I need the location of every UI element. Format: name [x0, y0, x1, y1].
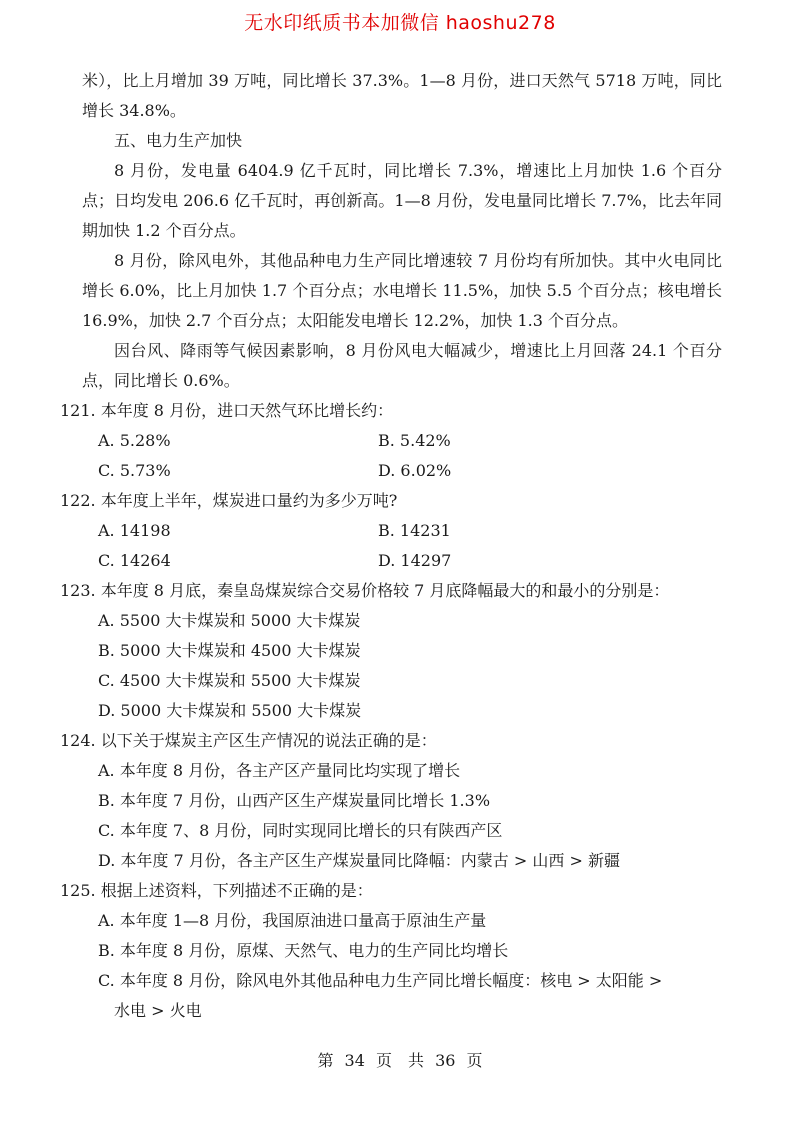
watermark-text: 无水印纸质书本加微信 haoshu278 — [244, 12, 556, 34]
option-b: B. 5.42% — [378, 431, 451, 450]
option-b: B. 本年度 8 月份，原煤、天然气、电力的生产同比均增长 — [98, 941, 509, 960]
page-number-footer: 第 34 页 共 36 页 — [317, 1051, 483, 1070]
paragraph-wind: 因台风、降雨等气候因素影响，8 月份风电大幅减少，增速比上月回落 24.1 个百分点，同比增长 0.6%。 — [82, 341, 722, 390]
option-c: C. 14264 — [98, 551, 171, 570]
paragraph-natural-gas: 米），比上月增加 39 万吨，同比增长 37.3%。1—8 月份，进口天然气 5718 万吨，同比增长 34.8%。 — [82, 71, 722, 120]
option-a: A. 本年度 1—8 月份，我国原油进口量高于原油生产量 — [98, 911, 487, 930]
option-c: C. 5.73% — [98, 461, 171, 480]
question-stem: 124. 以下关于煤炭主产区生产情况的说法正确的是： — [60, 731, 437, 750]
option-c: C. 本年度 7、8 月份，同时实现同比增长的只有陕西产区 — [98, 821, 503, 840]
question-125 — [60, 876, 722, 1026]
option-c: C. 4500 大卡煤炭和 5500 大卡煤炭 — [98, 671, 361, 690]
question-123 — [60, 576, 722, 726]
question-stem: 121. 本年度 8 月份，进口天然气环比增长约： — [60, 401, 394, 420]
question-stem: 125. 根据上述资料，下列描述不正确的是： — [60, 881, 373, 900]
question-122 — [60, 486, 722, 576]
option-a: A. 5500 大卡煤炭和 5000 大卡煤炭 — [98, 611, 361, 630]
paragraph-generation: 8 月份，发电量 6404.9 亿千瓦时，同比增长 7.3%，增速比上月加快 1.6 个百分点；日均发电 206.6 亿千瓦时，再创新高。1—8 月份，发电量同比增长 7.7%，比去年同期加快 1.2 个百分点。 — [82, 161, 722, 240]
option-d: D. 5000 大卡煤炭和 5500 大卡煤炭 — [98, 701, 362, 720]
option-d: D. 6.02% — [378, 461, 452, 480]
options-grid — [98, 426, 722, 486]
question-124 — [60, 726, 722, 876]
document-body — [60, 66, 722, 1026]
question-121 — [60, 396, 722, 486]
paragraph-power-types: 8 月份，除风电外，其他品种电力生产同比增速较 7 月份均有所加快。其中火电同比增长 6.0%，比上月加快 1.7 个百分点；水电增长 11.5%，加快 5.5 个百分点；核电增长 16.9%，加快 2.7 个百分点；太阳能发电增长 12.2%，加快 1.3 个百分点。 — [82, 251, 722, 330]
option-c: C. 本年度 8 月份，除风电外其他品种电力生产同比增长幅度：核电 > 太阳能 > — [98, 971, 663, 990]
option-a: A. 5.28% — [98, 431, 171, 450]
section-heading-electricity: 五、电力生产加快 — [114, 131, 243, 150]
question-stem: 123. 本年度 8 月底，秦皇岛煤炭综合交易价格较 7 月底降幅最大的和最小的分别是： — [60, 581, 670, 600]
options-grid — [98, 516, 722, 576]
option-d: D. 本年度 7 月份，各主产区生产煤炭量同比降幅：内蒙古 > 山西 > 新疆 — [98, 851, 620, 870]
option-b: B. 本年度 7 月份，山西产区生产煤炭量同比增长 1.3% — [98, 791, 491, 810]
option-b: B. 14231 — [378, 521, 451, 540]
option-d: D. 14297 — [378, 551, 452, 570]
option-a: A. 本年度 8 月份，各主产区产量同比均实现了增长 — [98, 761, 461, 780]
option-b: B. 5000 大卡煤炭和 4500 大卡煤炭 — [98, 641, 361, 660]
question-stem: 122. 本年度上半年，煤炭进口量约为多少万吨? — [60, 491, 398, 510]
option-a: A. 14198 — [98, 521, 171, 540]
option-c-continued: 水电 > 火电 — [114, 1001, 202, 1020]
